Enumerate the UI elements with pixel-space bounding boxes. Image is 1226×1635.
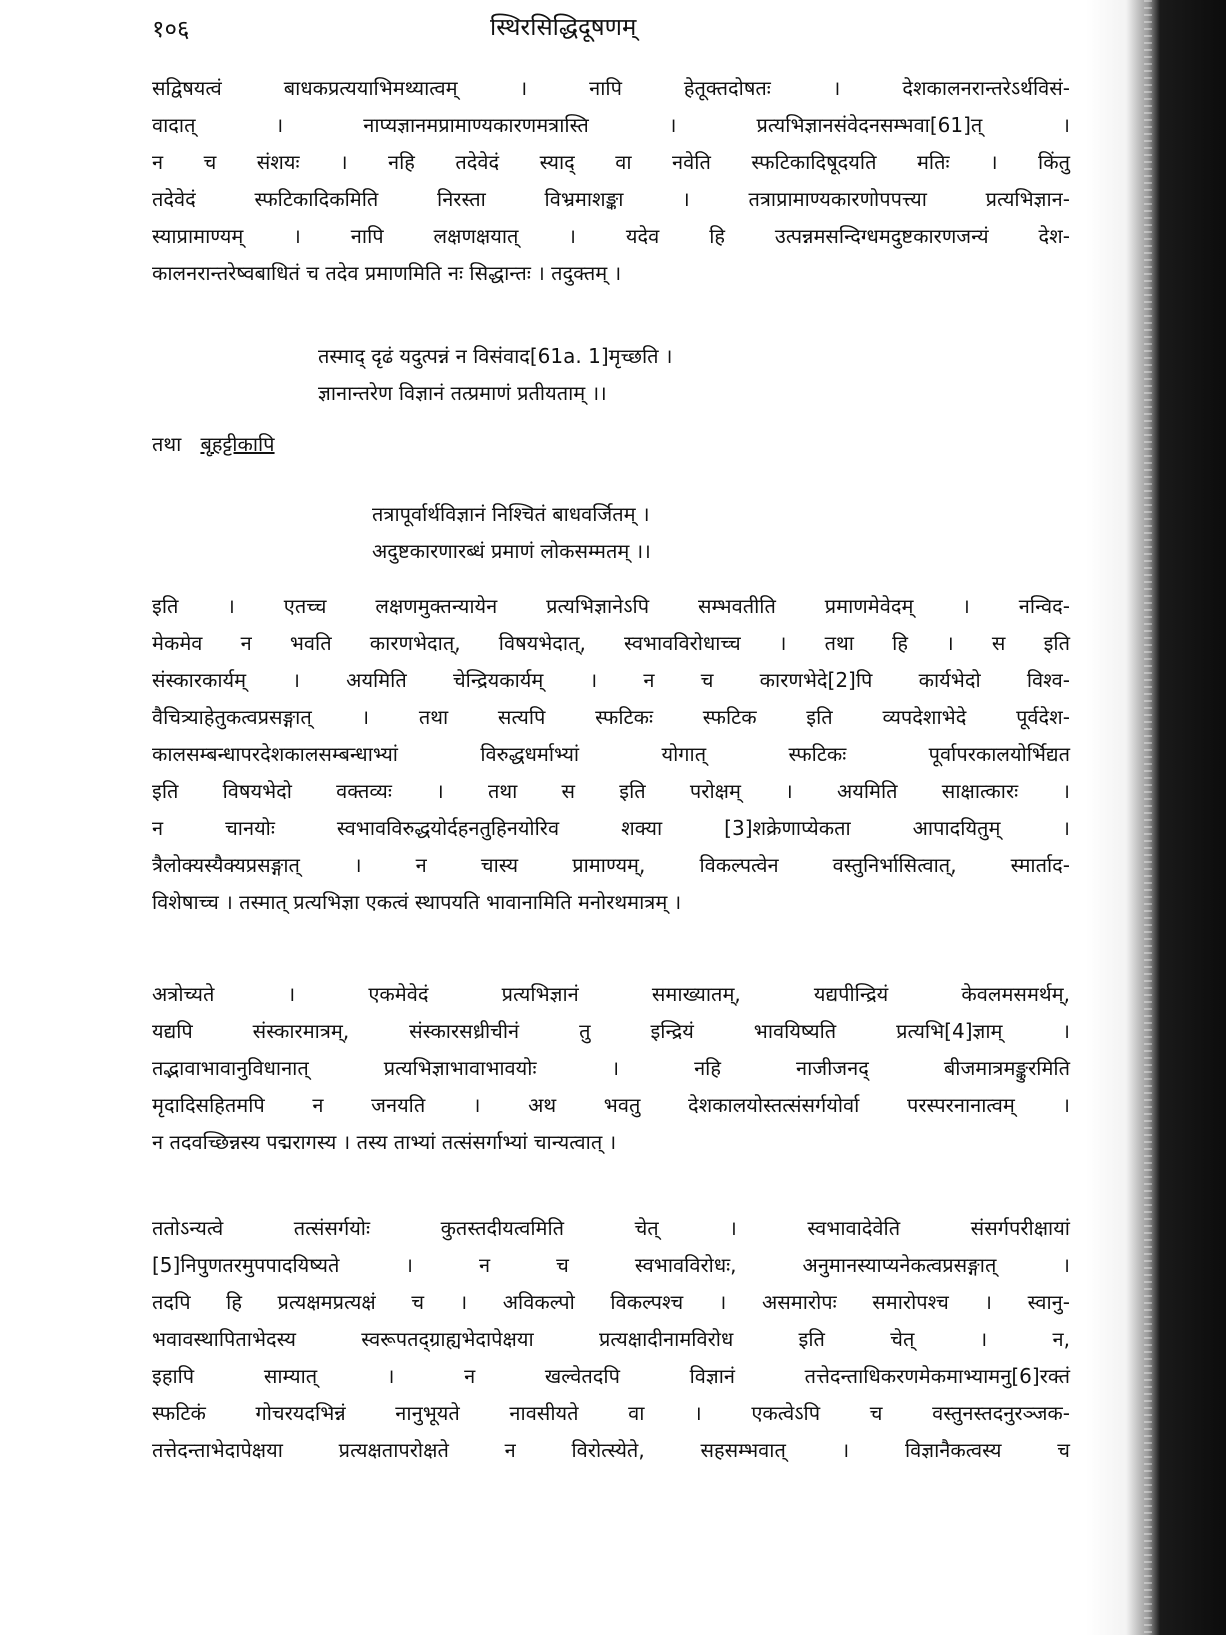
- text-line: सद्विषयत्वं बाधकप्रत्ययाभिमथ्यात्वम् । नापि हेतूक्तदोषतः । देशकालनरान्तरेऽर्थविसं-: [152, 76, 1070, 100]
- text-line: स्फटिकं गोचरयदभिन्नं नानुभूयते नावसीयते वा । एकत्वेऽपि च वस्तुनस्तदनुरञ्जक-: [152, 1401, 1070, 1425]
- text-line: इहापि साम्यात् । न खल्वेतदपि विज्ञानं तत्तेदन्ताधिकरणमेकमाभ्यामनु[6]रक्तं: [152, 1364, 1070, 1388]
- text-line: यद्यपि संस्कारमात्रम्, संस्कारसध्रीचीनं तु इन्द्रियं भावयिष्यति प्रत्यभि[4]ज्ञाम् ।: [152, 1019, 1070, 1043]
- verse-line: अदुष्टकारणारब्धं प्रमाणं लोकसम्मतम् ।।: [372, 539, 651, 563]
- text-line: इति विषयभेदो वक्तव्यः । तथा स इति परोक्षम् । अयमिति साक्षात्कारः ।: [152, 779, 1070, 803]
- scan-binding-edge: [1086, 0, 1226, 1635]
- cited-work-reference: बृहट्टीकापि: [200, 432, 275, 456]
- verse-line: तस्माद् दृढं यदुत्पन्नं न विसंवाद[61a. 1]मृच्छति ।: [318, 344, 673, 368]
- paragraph-4: [152, 1210, 1070, 1469]
- paragraph-3: [152, 976, 1070, 1161]
- text-line: इति । एतच्च लक्षणमुक्तन्यायेन प्रत्यभिज्ञानेऽपि सम्भवतीति प्रमाणमेवेदम् । नन्विद-: [152, 594, 1070, 618]
- text-line: ततोऽन्यत्वे तत्संसर्गयोः कुतस्तदीयत्वमिति चेत् । स्वभावादेवेति संसर्गपरीक्षायां: [152, 1216, 1070, 1240]
- page-number: १०६: [152, 15, 190, 43]
- text-line: तदेवेदं स्फटिकादिकमिति निरस्ता विभ्रमाशङ्का । तत्राप्रामाण्यकारणोपपत्त्या प्रत्यभिज्ञान-: [152, 187, 1070, 211]
- text-line: मेकमेव न भवति कारणभेदात्, विषयभेदात्, स्वभावविरोधाच्च । तथा हि । स इति: [152, 631, 1070, 655]
- text-line: कालनरान्तरेष्वबाधितं च तदेव प्रमाणमिति नः सिद्धान्तः । तदुक्तम् ।: [152, 261, 622, 285]
- text-line: वादात् । नाप्यज्ञानमप्रामाण्यकारणमत्रास्ति । प्रत्यभिज्ञानसंवेदनसम्भवा[61]त् ।: [152, 113, 1070, 137]
- citation-lead: [152, 426, 275, 463]
- text-line: तद्भावाभावानुविधानात् प्रत्यभिज्ञाभावाभावयोः । नहि नाजीजनद् बीजमात्रमङ्कुरमिति: [152, 1056, 1070, 1080]
- verse-line: ज्ञानान्तरेण विज्ञानं तत्प्रमाणं प्रतीयताम् ।।: [318, 381, 607, 405]
- citation-prefix: तथा: [152, 432, 182, 456]
- verse-line: तत्रापूर्वार्थविज्ञानं निश्चितं बाधवर्जितम् ।: [372, 502, 650, 526]
- text-line: विशेषाच्च । तस्मात् प्रत्यभिज्ञा एकत्वं स्थापयति भावानामिति मनोरथमात्रम् ।: [152, 890, 682, 914]
- text-line: भवावस्थापिताभेदस्य स्वरूपतद्ग्राह्यभेदापेक्षया प्रत्यक्षादीनामविरोध इति चेत् । न,: [152, 1327, 1070, 1351]
- text-line: संस्कारकार्यम् । अयमिति चेन्द्रियकार्यम् । न च कारणभेदे[2]पि कार्यभेदो विश्व-: [152, 668, 1070, 692]
- text-line: त्रैलोक्यस्यैक्यप्रसङ्गात् । न चास्य प्रामाण्यम्, विकल्पत्वेन वस्तुनिर्भासित्वात्, स्मार्ताद-: [152, 853, 1070, 877]
- verse-quotation-1: [318, 338, 672, 412]
- text-line: तदपि हि प्रत्यक्षमप्रत्यक्षं च । अविकल्पो विकल्पश्च । असमारोपः समारोपश्च । स्वानु-: [152, 1290, 1070, 1314]
- text-line: अत्रोच्यते । एकमेवेदं प्रत्यभिज्ञानं समाख्यातम्, यद्यपीन्द्रियं केवलमसमर्थम्,: [152, 982, 1070, 1006]
- paragraph-2: [152, 588, 1070, 921]
- verse-quotation-2: [372, 496, 651, 570]
- text-line: न तदवच्छिन्नस्य पद्मरागस्य । तस्य ताभ्यां तत्संसर्गाभ्यां चान्यत्वात् ।: [152, 1130, 617, 1154]
- text-line: मृदादिसहितमपि न जनयति । अथ भवतु देशकालयोस्तत्संसर्गयोर्वा परस्परनानात्वम् ।: [152, 1093, 1070, 1117]
- paragraph-1: [152, 70, 1070, 292]
- text-line: तत्तेदन्ताभेदापेक्षया प्रत्यक्षतापरोक्षते न विरोत्स्येते, सहसम्भवात् । विज्ञानैकत्वस्य च: [152, 1438, 1070, 1462]
- running-title: स्थिरसिद्धिदूषणम्: [490, 13, 637, 41]
- text-line: न च संशयः । नहि तदेवेदं स्याद् वा नवेति स्फटिकादिषूदयति मतिः । किंतु: [152, 150, 1070, 174]
- text-line: न चानयोः स्वभावविरुद्धयोर्दहनतुहिनयोरिव शक्या [3]शक्रेणाप्येकता आपादयितुम् ।: [152, 816, 1070, 840]
- text-line: कालसम्बन्धापरदेशकालसम्बन्धाभ्यां विरुद्धधर्माभ्यां योगात् स्फटिकः पूर्वापरकालयोर्भिद्यत: [152, 742, 1070, 766]
- text-line: वैचित्र्याहेतुकत्वप्रसङ्गात् । तथा सत्यपि स्फटिकः स्फटिक इति व्यपदेशाभेदे पूर्वदेश-: [152, 705, 1070, 729]
- text-line: स्याप्रामाण्यम् । नापि लक्षणक्षयात् । यदेव हि उत्पन्नमसन्दिग्धमदुष्टकारणजन्यं देश-: [152, 224, 1070, 248]
- text-line: [5]निपुणतरमुपपादयिष्यते । न च स्वभावविरोधः, अनुमानस्याप्यनेकत्वप्रसङ्गात् ।: [152, 1253, 1070, 1277]
